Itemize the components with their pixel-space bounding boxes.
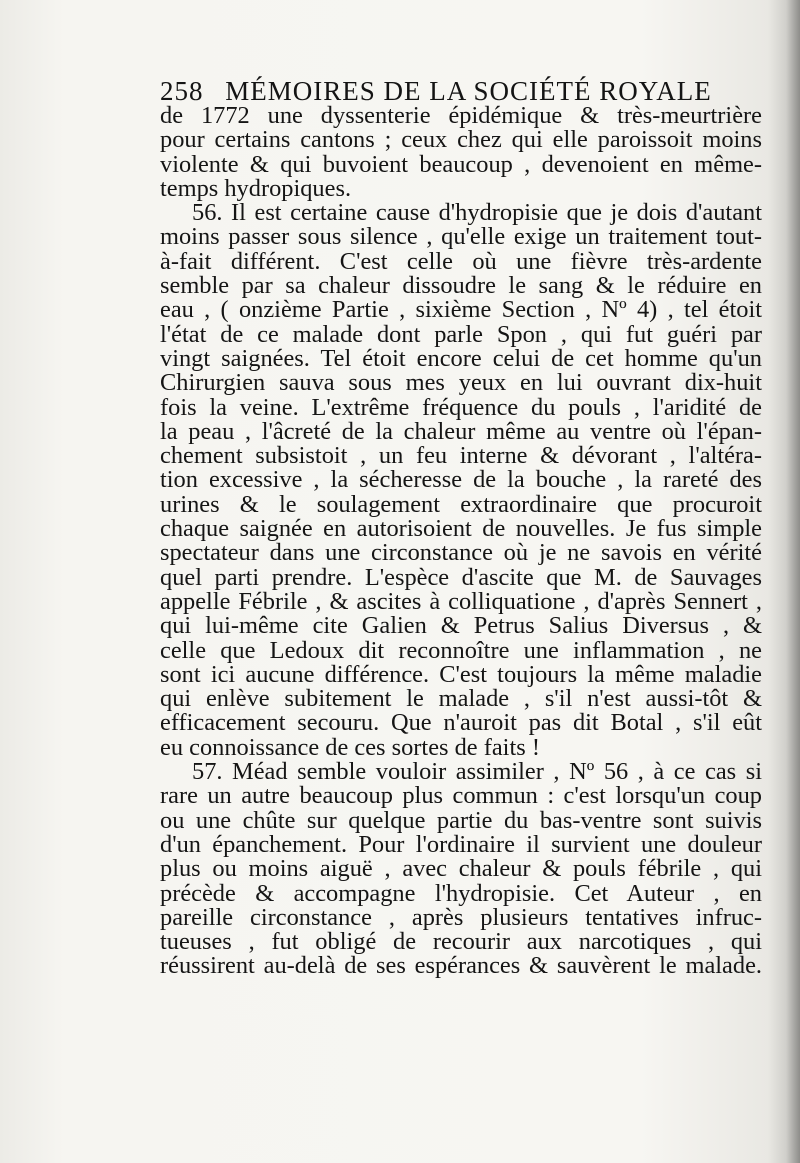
text-line: d'un épanchement. Pour l'ordinaire il survient une douleur bbox=[160, 830, 762, 858]
text-line: Chirurgien sauva sous mes yeux en lui ouvrant dix-huit bbox=[160, 369, 762, 397]
text-line: vingt saignées. Tel étoit encore celui de cet homme qu'un bbox=[160, 344, 762, 372]
text-line: ou une chûte sur quelque partie du bas-ventre sont suivis bbox=[160, 806, 762, 834]
paragraph-57-start: 57. Méad semble vouloir assimiler , Nº 56 , à ce cas si bbox=[192, 758, 762, 786]
text-line: sont ici aucune différence. C'est toujours la même maladie bbox=[160, 660, 762, 688]
text-line: chaque saignée en autorisoient de nouvelles. Je fus simple bbox=[160, 515, 762, 543]
paragraph-56-start: 56. Il est certaine cause d'hydropisie que je dois d'autant bbox=[192, 199, 762, 227]
page-number: 258 bbox=[160, 76, 204, 106]
text-line: quel parti prendre. L'espèce d'ascite que M. de Sauvages bbox=[160, 563, 762, 591]
text-line: plus ou moins aiguë , avec chaleur & pouls fébrile , qui bbox=[160, 855, 762, 883]
text-line: celle que Ledoux dit reconnoître une inflammation , ne bbox=[160, 636, 762, 664]
text-line: temps hydropiques. bbox=[160, 174, 352, 202]
text-line: appelle Fébrile , & ascites à colliquatione , d'après Sennert , bbox=[160, 587, 762, 615]
text-line: pour certains cantons ; ceux chez qui elle paroissoit moins bbox=[160, 126, 762, 154]
text-line: semble par sa chaleur dissoudre le sang & le réduire en bbox=[160, 272, 762, 300]
text-line: rare un autre beaucoup plus commun : c'est lorsqu'un coup bbox=[160, 782, 762, 810]
text-line: réussirent au-delà de ses espérances & sauvèrent le malade. bbox=[160, 952, 762, 980]
text-line: pareille circonstance , après plusieurs tentatives infruc- bbox=[160, 903, 762, 931]
text-line: urines & le soulagement extraordinaire que procuroit bbox=[160, 490, 762, 518]
text-line: efficacement secouru. Que n'auroit pas dit Botal , s'il eût bbox=[160, 709, 762, 737]
text-line: spectateur dans une circonstance où je ne savois en vérité bbox=[160, 539, 762, 567]
text-line: qui enlève subitement le malade , s'il n'est aussi-tôt & bbox=[160, 685, 762, 713]
text-line: eu connoissance de ces sortes de faits ! bbox=[160, 733, 540, 761]
text-line: qui lui-même cite Galien & Petrus Salius Diversus , & bbox=[160, 612, 762, 640]
text-line: la peau , l'âcreté de la chaleur même au ventre où l'épan- bbox=[160, 417, 762, 445]
text-line: fois la veine. L'extrême fréquence du pouls , l'aridité de bbox=[160, 393, 762, 421]
text-line: tion excessive , la sécheresse de la bouche , la rareté des bbox=[160, 466, 762, 494]
text-line: à-fait différent. C'est celle où une fièvre très-ardente bbox=[160, 247, 762, 275]
body-text bbox=[160, 104, 762, 979]
running-title: MÉMOIRES DE LA SOCIÉTÉ ROYALE bbox=[225, 76, 712, 106]
text-line: violente & qui buvoient beaucoup , devenoient en même- bbox=[160, 150, 762, 178]
text-line: eau , ( onzième Partie , sixième Section , Nº 4) , tel étoit bbox=[160, 296, 762, 324]
text-line: l'état de ce malade dont parle Spon , qui fut guéri par bbox=[160, 320, 762, 348]
text-line: chement subsistoit , un feu interne & dévorant , l'altéra- bbox=[160, 442, 762, 470]
text-line: précède & accompagne l'hydropisie. Cet Auteur , en bbox=[160, 879, 762, 907]
text-line: moins passer sous silence , qu'elle exige un traitement tout- bbox=[160, 223, 762, 251]
text-line: tueuses , fut obligé de recourir aux narcotiques , qui bbox=[160, 928, 762, 956]
text-line: de 1772 une dyssenterie épidémique & très-meurtrière bbox=[160, 102, 762, 129]
page-edge-shadow bbox=[786, 0, 800, 1163]
